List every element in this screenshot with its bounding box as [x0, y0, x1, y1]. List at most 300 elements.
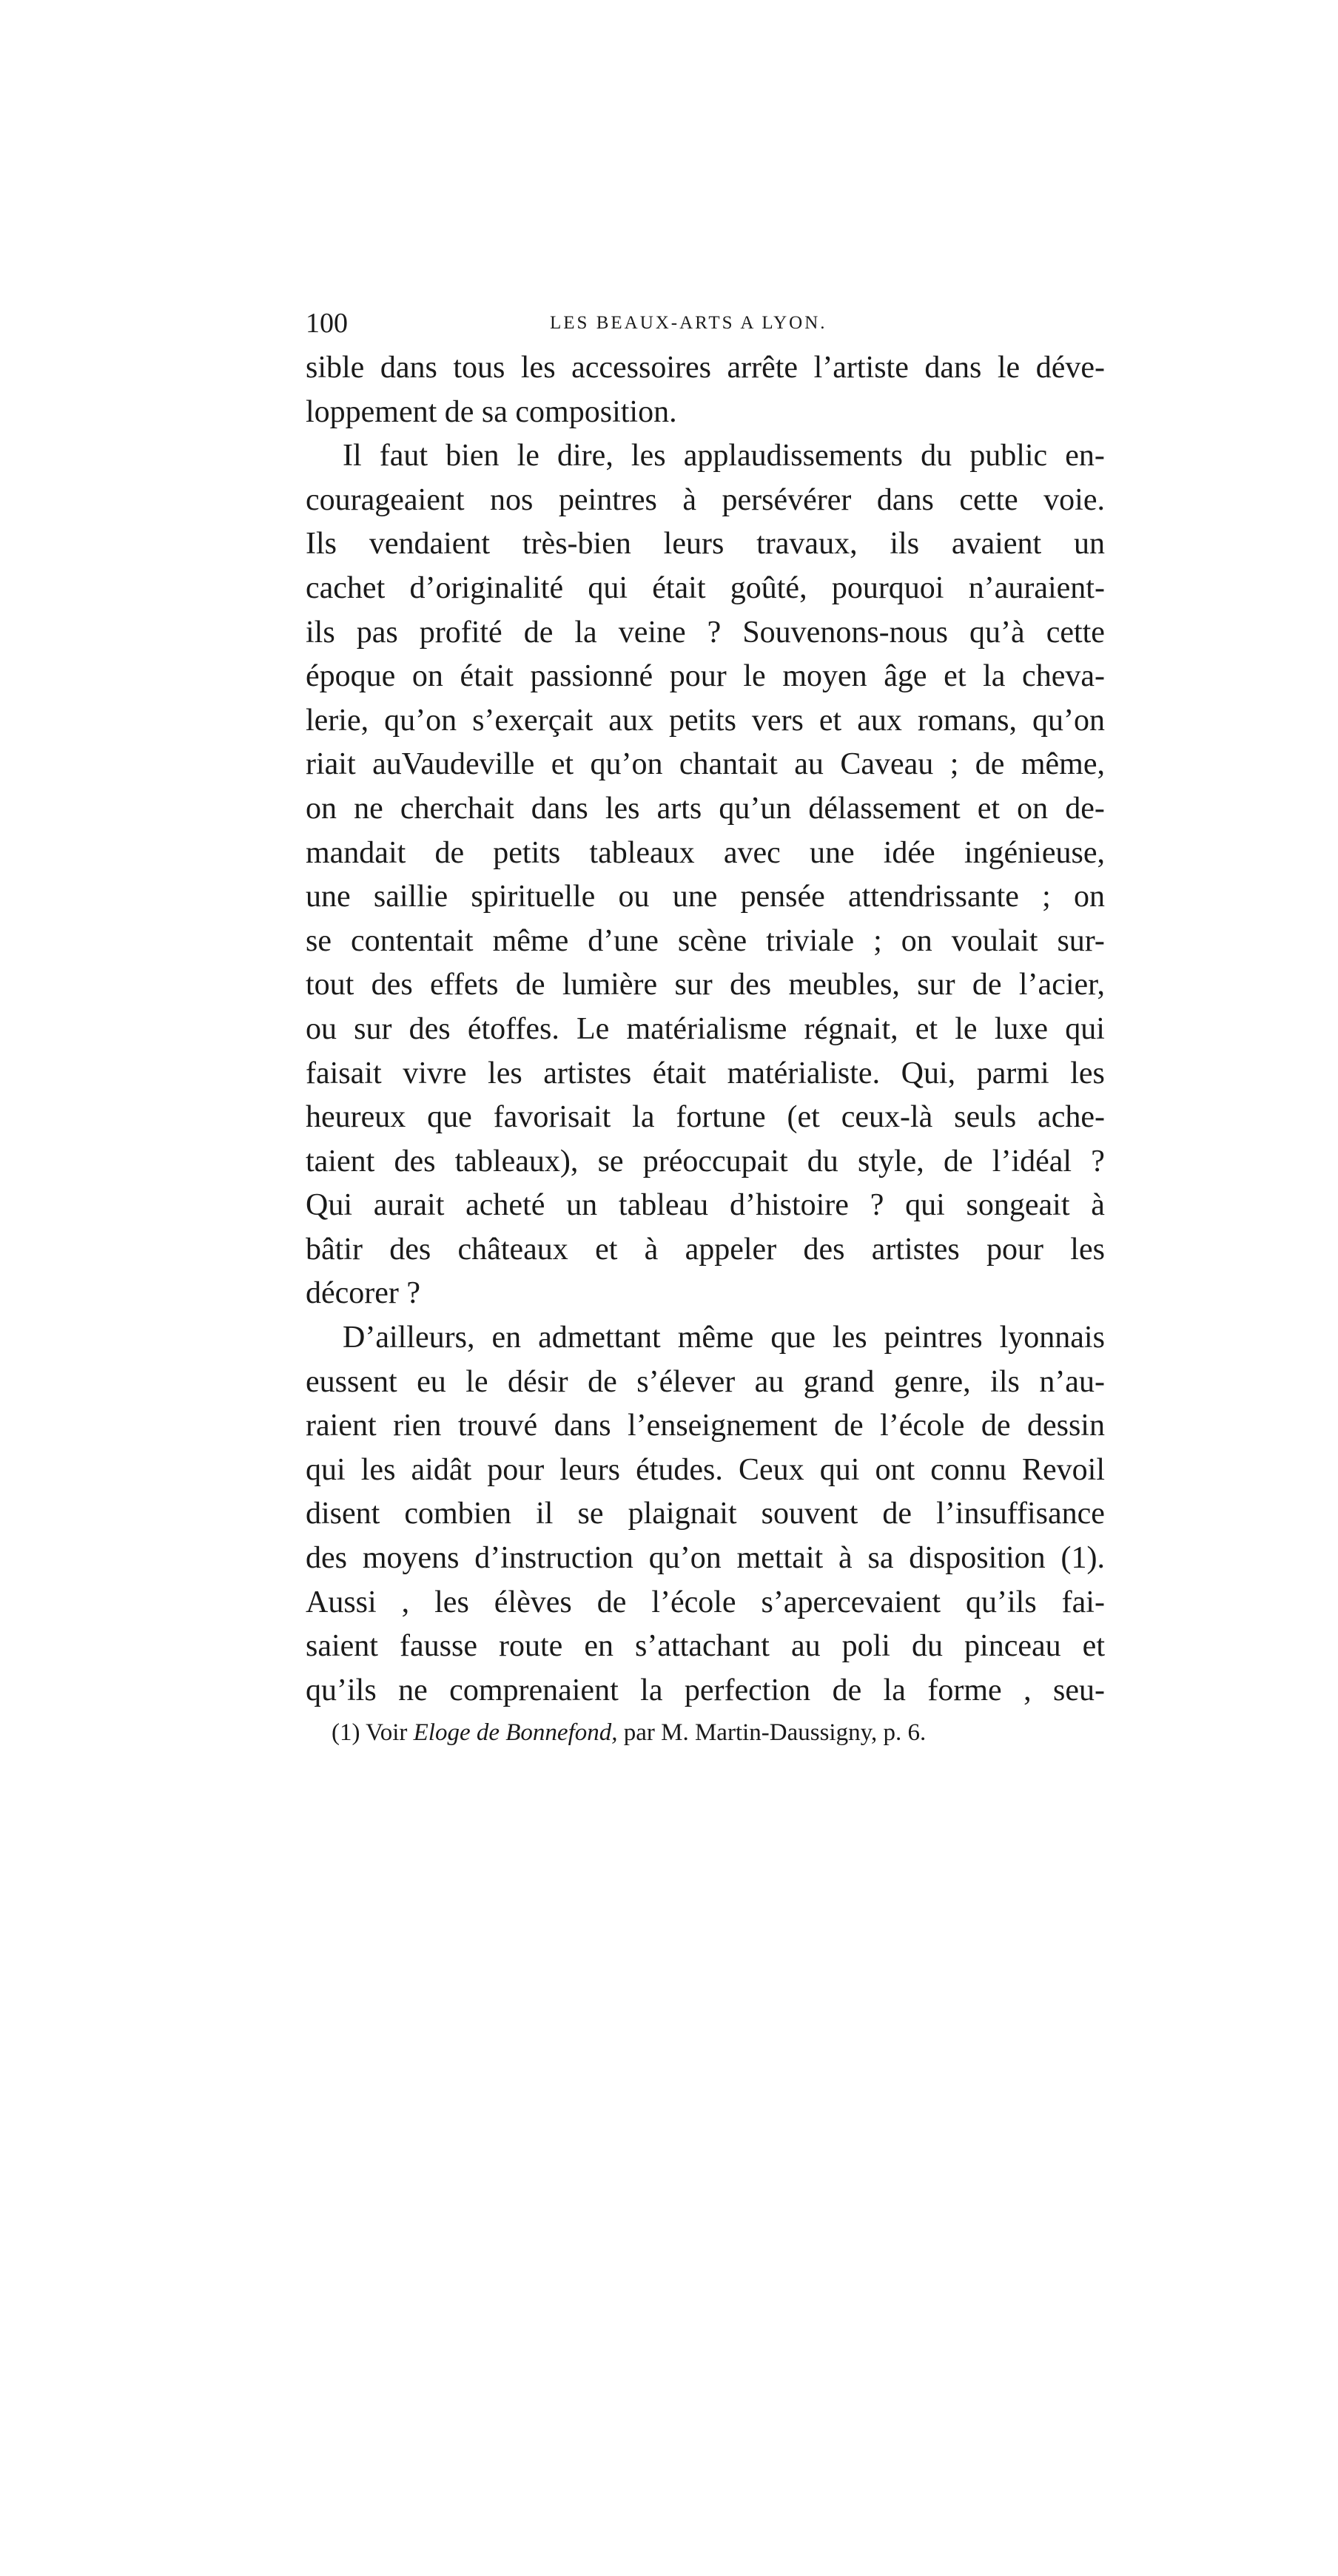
- word: goûté,: [730, 570, 807, 605]
- word: nos: [490, 482, 534, 517]
- word: qu’ils: [306, 1673, 377, 1707]
- word: parmi: [976, 1056, 1049, 1090]
- word: plaignait: [628, 1497, 737, 1531]
- word: de: [972, 968, 1002, 1002]
- word: était: [652, 1056, 707, 1090]
- word: qu’un: [719, 791, 792, 826]
- word: eu: [417, 1364, 446, 1399]
- word: comprenaient: [449, 1673, 619, 1707]
- word: le: [743, 659, 766, 694]
- word: se: [577, 1497, 604, 1531]
- word: Ceux: [738, 1452, 804, 1487]
- page-number: 100: [306, 308, 348, 339]
- word: favorisait: [493, 1100, 611, 1135]
- footnote-rest: par M. Martin-Daussigny, p. 6.: [623, 1719, 927, 1746]
- word: et: [551, 747, 574, 782]
- word: ils: [990, 1364, 1020, 1399]
- word: désir: [508, 1364, 568, 1399]
- word: la: [574, 615, 597, 650]
- word: pas: [356, 615, 398, 650]
- word: heureux: [306, 1100, 406, 1135]
- word: seu-: [1053, 1673, 1105, 1707]
- word: public: [969, 439, 1048, 473]
- word: Revoil: [1022, 1452, 1105, 1487]
- word: bien: [446, 439, 500, 473]
- word: qui: [905, 1188, 945, 1223]
- word: on: [1073, 880, 1105, 914]
- word: ;: [1042, 880, 1051, 914]
- word: fai-: [1061, 1585, 1105, 1619]
- word: forme: [927, 1673, 1002, 1707]
- word: avec: [723, 835, 781, 870]
- word: une: [306, 880, 351, 914]
- text-line: [306, 1449, 1105, 1493]
- word: que: [770, 1321, 816, 1355]
- word: on: [306, 791, 337, 826]
- word: l’insuffisance: [936, 1497, 1105, 1531]
- word: Ils: [306, 527, 337, 562]
- word: pourquoi: [831, 570, 944, 605]
- word: et: [977, 791, 1001, 826]
- word: même: [677, 1321, 754, 1355]
- word: bâtir: [306, 1232, 363, 1267]
- word: on: [411, 659, 443, 694]
- text-line: [306, 1581, 1105, 1625]
- text-line: [306, 699, 1105, 744]
- word: de: [882, 1497, 912, 1531]
- word: meubles,: [788, 968, 900, 1002]
- word: s’apercevaient: [761, 1585, 941, 1619]
- word: attendrissante: [848, 880, 1019, 914]
- word: lerie,: [306, 703, 369, 738]
- word: sur: [354, 1011, 392, 1046]
- word: sa: [867, 1541, 894, 1576]
- word: des: [371, 968, 413, 1002]
- text-line: [306, 1625, 1105, 1669]
- word: d’instruction: [474, 1541, 633, 1576]
- text-line: [306, 1096, 1105, 1140]
- word: à: [682, 482, 697, 517]
- word: en: [584, 1629, 613, 1664]
- word: sible: [306, 351, 365, 385]
- word: accessoires: [571, 351, 711, 385]
- word: et: [1082, 1629, 1105, 1664]
- word: peintres: [884, 1321, 983, 1355]
- word: mettait: [736, 1541, 824, 1576]
- word: les: [631, 439, 666, 473]
- word: ceux-là: [841, 1100, 933, 1135]
- word: ne: [398, 1673, 428, 1707]
- text-line: [306, 1537, 1105, 1581]
- word: faisait: [306, 1056, 382, 1090]
- word: on: [1017, 791, 1049, 826]
- word: à: [1091, 1188, 1105, 1223]
- word: de: [834, 1409, 864, 1443]
- word: dans: [924, 351, 982, 385]
- word: préoccupait: [642, 1144, 788, 1179]
- word: vers: [751, 703, 804, 738]
- word: appeler: [685, 1232, 777, 1267]
- word: matérialisme: [626, 1011, 787, 1046]
- text-line: [306, 787, 1105, 832]
- word: admettant: [538, 1321, 661, 1355]
- word: des: [409, 1011, 451, 1046]
- word: rien: [393, 1409, 442, 1443]
- word: ne: [354, 791, 383, 826]
- word: moyen: [782, 659, 867, 694]
- word: ?: [1091, 1144, 1105, 1179]
- word: persévérer: [722, 482, 852, 517]
- word: perfection: [684, 1673, 811, 1707]
- word: que: [427, 1100, 472, 1135]
- word: époque: [306, 659, 396, 694]
- word: on: [901, 923, 932, 958]
- word: les: [488, 1056, 522, 1090]
- word: il: [536, 1497, 554, 1531]
- word: disposition: [909, 1541, 1046, 1576]
- word: romans,: [917, 703, 1017, 738]
- word: même: [492, 923, 569, 958]
- word: l’idéal: [992, 1144, 1072, 1179]
- word: les: [1070, 1232, 1105, 1267]
- word: riait: [306, 747, 356, 782]
- word: sur: [674, 968, 713, 1002]
- word: auVaudeville: [372, 747, 535, 782]
- word: pensée: [740, 880, 825, 914]
- word: âge: [884, 659, 927, 694]
- word: tableaux),: [454, 1144, 579, 1179]
- word: artistes: [871, 1232, 960, 1267]
- word: qui: [306, 1452, 346, 1487]
- word: (1).: [1060, 1541, 1105, 1576]
- text-line: [306, 1052, 1105, 1096]
- word: ?: [707, 615, 722, 650]
- word: dans: [876, 482, 934, 517]
- word: pinceau: [964, 1629, 1061, 1664]
- word: spirituelle: [471, 880, 596, 914]
- word: artistes: [543, 1056, 632, 1090]
- text-line: [306, 1008, 1105, 1052]
- word: cachet: [306, 570, 386, 605]
- word: une: [672, 880, 718, 914]
- word: qui: [1065, 1011, 1105, 1046]
- text-line: [306, 611, 1105, 655]
- word: travaux,: [756, 527, 858, 562]
- word: tout: [306, 968, 354, 1002]
- word: des: [389, 1232, 431, 1267]
- text-line: [306, 434, 1105, 479]
- word: vivre: [403, 1056, 467, 1090]
- word: et: [944, 659, 966, 694]
- word: de: [588, 1364, 617, 1399]
- word: un: [566, 1188, 598, 1223]
- word: passionné: [530, 659, 653, 694]
- word: chantait: [679, 747, 778, 782]
- word: dans: [531, 791, 588, 826]
- text-line: [306, 1316, 1105, 1361]
- footnote-marker: (1): [332, 1719, 360, 1746]
- word: moyens: [362, 1541, 460, 1576]
- text-line: [306, 479, 1105, 523]
- word: le: [955, 1011, 978, 1046]
- word: ils: [890, 527, 920, 562]
- word: une: [809, 835, 855, 870]
- word: les: [1070, 1056, 1105, 1090]
- word: les: [520, 351, 556, 385]
- word: régnait,: [804, 1011, 898, 1046]
- word: ?: [870, 1188, 884, 1223]
- text-line: [306, 743, 1105, 787]
- word: au: [754, 1364, 784, 1399]
- word: faut: [379, 439, 428, 473]
- word: mandait: [306, 835, 406, 870]
- text-line: [306, 1184, 1105, 1228]
- word: très-bien: [522, 527, 631, 562]
- word: un: [1073, 527, 1105, 562]
- word: ,: [1023, 1673, 1032, 1707]
- body-text: [306, 346, 1105, 1713]
- word: d’une: [588, 923, 659, 958]
- word: ou: [618, 880, 650, 914]
- text-line: [306, 1404, 1105, 1449]
- word: Qui,: [901, 1056, 956, 1090]
- word: profité: [419, 615, 502, 650]
- word: le: [465, 1364, 488, 1399]
- word: eussent: [306, 1364, 397, 1399]
- word: raient: [306, 1409, 377, 1443]
- word: l’école: [651, 1585, 736, 1619]
- footnote: [332, 1715, 926, 1750]
- word: des: [394, 1144, 436, 1179]
- word: l’acier,: [1018, 968, 1105, 1002]
- word: sur: [917, 968, 955, 1002]
- word: taient: [306, 1144, 375, 1179]
- word: route: [499, 1629, 563, 1664]
- word: cette: [1046, 615, 1105, 650]
- word: tableaux: [589, 835, 695, 870]
- word: du: [807, 1144, 838, 1179]
- text-line: [306, 1361, 1105, 1405]
- word: et: [818, 703, 842, 738]
- word: était: [652, 570, 706, 605]
- word: dans: [380, 351, 437, 385]
- text-line: [306, 920, 1105, 964]
- word: ou: [306, 1011, 337, 1046]
- word: s’exerçait: [472, 703, 594, 738]
- word: l’école: [880, 1409, 965, 1443]
- word: qu’on: [590, 747, 663, 782]
- word: fortune: [676, 1100, 766, 1135]
- word: dessin: [1026, 1409, 1105, 1443]
- text-line: décorer ?: [306, 1276, 421, 1311]
- text-line: [306, 522, 1105, 567]
- word: aux: [857, 703, 902, 738]
- word: Le: [576, 1011, 610, 1046]
- word: applaudissements: [683, 439, 903, 473]
- text-line: [306, 1492, 1105, 1537]
- word: leurs: [559, 1452, 620, 1487]
- word: seuls: [954, 1100, 1017, 1135]
- footnote-title: Eloge de Bonnefond,: [413, 1719, 618, 1746]
- word: de-: [1065, 791, 1105, 826]
- word: les: [833, 1321, 867, 1355]
- word: du: [912, 1629, 944, 1664]
- word: acheté: [465, 1188, 545, 1223]
- word: de: [943, 1144, 973, 1179]
- word: cherchait: [400, 791, 514, 826]
- word: genre,: [893, 1364, 971, 1399]
- word: saient: [306, 1629, 378, 1664]
- word: étoffes.: [467, 1011, 559, 1046]
- word: ingénieuse,: [964, 835, 1105, 870]
- word: à: [838, 1541, 853, 1576]
- word: combien: [404, 1497, 512, 1531]
- word: contentait: [351, 923, 474, 958]
- word: de: [975, 747, 1005, 782]
- word: songeait: [966, 1188, 1070, 1223]
- word: cheva-: [1022, 659, 1105, 694]
- word: sur-: [1057, 923, 1105, 958]
- word: élèves: [494, 1585, 572, 1619]
- page-header: [306, 306, 1105, 341]
- word: qui: [588, 570, 628, 605]
- word: tableau: [618, 1188, 709, 1223]
- word: aurait: [373, 1188, 445, 1223]
- word: de: [515, 968, 545, 1002]
- word: les: [360, 1452, 396, 1487]
- word: n’au-: [1039, 1364, 1105, 1399]
- text-line: [306, 1140, 1105, 1184]
- word: ;: [949, 747, 959, 782]
- word: du: [921, 439, 952, 473]
- word: ont: [875, 1452, 915, 1487]
- word: au: [794, 747, 824, 782]
- word: les: [434, 1585, 469, 1619]
- word: et: [915, 1011, 938, 1046]
- word: était: [460, 659, 514, 694]
- word: grand: [803, 1364, 875, 1399]
- word: Il: [343, 439, 362, 473]
- word: en-: [1065, 439, 1105, 473]
- text-line: [306, 346, 1105, 391]
- word: de: [596, 1585, 627, 1619]
- text-line: [306, 1669, 1105, 1713]
- text-line: [306, 1228, 1105, 1272]
- word: fausse: [400, 1629, 477, 1664]
- word: poli: [841, 1629, 890, 1664]
- word: avaient: [951, 527, 1042, 562]
- word: peintres: [558, 482, 657, 517]
- word: et: [595, 1232, 618, 1267]
- word: Qui: [306, 1188, 352, 1223]
- word: (et: [787, 1100, 820, 1135]
- word: vendaient: [369, 527, 491, 562]
- word: scène: [677, 923, 747, 958]
- text-line: loppement de sa composition.: [306, 394, 677, 429]
- word: études.: [636, 1452, 723, 1487]
- word: des: [730, 968, 772, 1002]
- word: triviale: [766, 923, 855, 958]
- word: s’élever: [636, 1364, 736, 1399]
- word: ,: [401, 1585, 410, 1619]
- text-line: [306, 567, 1105, 611]
- word: des: [306, 1541, 347, 1576]
- word: saillie: [373, 880, 448, 914]
- word: la: [983, 659, 1006, 694]
- word: l’enseignement: [628, 1409, 818, 1443]
- word: pour: [487, 1452, 545, 1487]
- text-line: [306, 832, 1105, 876]
- word: luxe: [994, 1011, 1049, 1046]
- word: Caveau: [840, 747, 934, 782]
- word: qu’on: [648, 1541, 722, 1576]
- word: veine: [618, 615, 686, 650]
- footnote-lead: Voir: [366, 1719, 408, 1746]
- word: le: [517, 439, 539, 473]
- word: des: [803, 1232, 845, 1267]
- word: ache-: [1038, 1100, 1105, 1135]
- word: le: [997, 351, 1021, 385]
- word: lyonnais: [999, 1321, 1105, 1355]
- word: la: [883, 1673, 906, 1707]
- word: effets: [430, 968, 499, 1002]
- running-title: LES BEAUX-ARTS A LYON.: [550, 313, 827, 333]
- word: leurs: [663, 527, 725, 562]
- word: D’ailleurs,: [343, 1321, 475, 1355]
- word: ;: [873, 923, 882, 958]
- word: dans: [554, 1409, 611, 1443]
- text-line: [306, 963, 1105, 1008]
- word: trouvé: [457, 1409, 538, 1443]
- word: qui: [819, 1452, 860, 1487]
- word: qu’on: [1032, 703, 1105, 738]
- word: disent: [306, 1497, 380, 1531]
- word: arts: [656, 791, 702, 826]
- word: petits: [493, 835, 561, 870]
- word: la: [632, 1100, 655, 1135]
- word: n’auraient-: [968, 570, 1105, 605]
- word: qu’ils: [966, 1585, 1037, 1619]
- word: d’histoire: [729, 1188, 849, 1223]
- word: connu: [930, 1452, 1006, 1487]
- text-line: [306, 875, 1105, 920]
- word: en: [491, 1321, 522, 1355]
- word: arrête: [727, 351, 799, 385]
- word: qu’on: [384, 703, 457, 738]
- word: délassement: [808, 791, 961, 826]
- word: de: [434, 835, 465, 870]
- word: la: [640, 1673, 663, 1707]
- word: voulait: [951, 923, 1038, 958]
- word: se: [597, 1144, 624, 1179]
- word: lumière: [562, 968, 658, 1002]
- word: au: [790, 1629, 821, 1664]
- word: voie.: [1043, 482, 1105, 517]
- word: châteaux: [457, 1232, 568, 1267]
- word: se: [306, 923, 332, 958]
- word: ils: [306, 615, 335, 650]
- word: courageaient: [306, 482, 465, 517]
- word: de: [832, 1673, 862, 1707]
- word: souvent: [761, 1497, 858, 1531]
- word: aux: [608, 703, 653, 738]
- word: d’originalité: [409, 570, 564, 605]
- word: style,: [857, 1144, 924, 1179]
- word: idée: [883, 835, 935, 870]
- word: pour: [986, 1232, 1043, 1267]
- word: tous: [453, 351, 505, 385]
- word: pour: [669, 659, 727, 694]
